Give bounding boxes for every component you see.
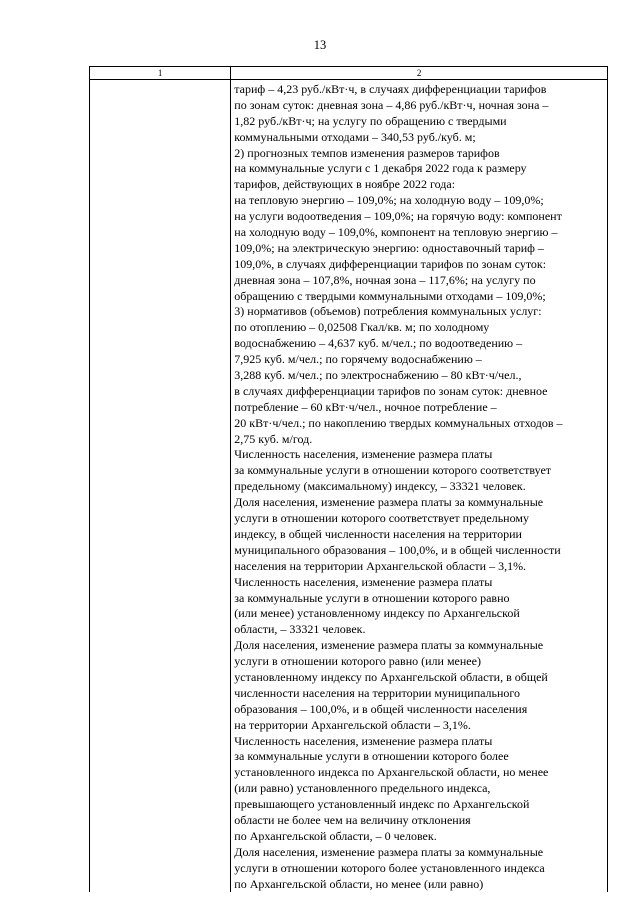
table-header-row	[90, 67, 608, 80]
text-line: дневная зона – 107,8%, ночная зона – 117,6%; на услугу по	[234, 272, 536, 287]
text-line: 20 кВт·ч/чел.; по накоплению твердых коммунальных отходов –	[234, 415, 563, 430]
text-line: установленному индексу по Архангельской области, в общей	[234, 669, 548, 684]
text-line: 109,0%; на электрическую энергию: одноставочный тариф –	[234, 240, 544, 255]
text-line: 7,925 куб. м/чел.; по горячему водоснабжению –	[234, 352, 482, 367]
text-line: Численность населения, изменение размера платы	[234, 733, 493, 748]
text-line: по отоплению – 0,02508 Гкал/кв. м; по холодному	[234, 320, 490, 335]
text-line: на территории Архангельской области – 3,1%.	[234, 717, 471, 732]
text-line: на тепловую энергию – 109,0%; на холодную воду – 109,0%;	[234, 193, 544, 208]
text-line: (или менее) установленному индексу по Архангельской	[234, 606, 520, 621]
text-line: Численность населения, изменение размера платы	[234, 447, 493, 462]
text-line: Доля населения, изменение размера платы за коммунальные	[234, 638, 544, 653]
text-line: муниципального образования – 100,0%, и в общей численности	[234, 542, 561, 557]
text-line: на холодную воду – 109,0%, компонент на тепловую энергию –	[234, 225, 558, 240]
text-line: по Архангельской области, – 0 человек.	[234, 828, 437, 843]
text-line: за коммунальные услуги в отношении которого более	[234, 749, 509, 764]
text-line: водоснабжению – 4,637 куб. м/чел.; по водоотведению –	[234, 336, 523, 351]
text-line: на коммунальные услуги с 1 декабря 2022 года к размеру	[234, 161, 527, 176]
text-line: 1,82 руб./кВт·ч; на услугу по обращению с твердыми	[234, 113, 507, 128]
table-body-row	[90, 80, 608, 893]
text-line: 2,75 куб. м/год.	[234, 431, 313, 446]
document-table	[89, 66, 608, 892]
text-line: в случаях дифференциации тарифов по зонам суток: дневное	[234, 383, 548, 398]
page-number: 13	[313, 38, 327, 52]
text-line: 3) нормативов (объемов) потребления коммунальных услуг:	[234, 304, 542, 319]
text-line: за коммунальные услуги в отношении которого соответствует	[234, 463, 552, 478]
body-cell-col1	[90, 80, 231, 893]
header-cell-col2: 2	[231, 67, 608, 80]
text-line: обращению с твердыми коммунальными отходами – 109,0%;	[234, 288, 546, 303]
text-line: численности населения на территории муниципального	[234, 685, 521, 700]
text-line: услуги в отношении которого более установленного индекса	[234, 860, 545, 875]
text-line: образования – 100,0%, и в общей численности населения	[234, 701, 528, 716]
body-cell-col2	[231, 80, 608, 893]
text-line: по зонам суток: дневная зона – 4,86 руб./кВт·ч, ночная зона –	[234, 97, 549, 112]
text-line: Численность населения, изменение размера платы	[234, 574, 493, 589]
text-line: 109,0%, в случаях дифференциации тарифов по зонам суток:	[234, 256, 547, 271]
text-line: населения на территории Архангельской области – 3,1%.	[234, 558, 527, 573]
text-line: Доля населения, изменение размера платы за коммунальные	[234, 844, 544, 859]
text-line: 2) прогнозных темпов изменения размеров тарифов	[234, 145, 500, 160]
text-line: области, – 33321 человек.	[234, 622, 366, 637]
text-line: коммунальными отходами – 340,53 руб./куб. м;	[234, 129, 476, 144]
text-line: (или равно) установленного предельного индекса,	[234, 781, 491, 796]
text-line: услуги в отношении которого соответствует предельному	[234, 511, 529, 526]
text-line: услуги в отношении которого равно (или менее)	[234, 654, 481, 669]
text-line: предельному (максимальному) индексу, – 33321 человек.	[234, 479, 526, 494]
text-line: на услуги водоотведения – 109,0%; на горячую воду: компонент	[234, 209, 562, 224]
text-line: установленного индекса по Архангельской области, но менее	[234, 765, 549, 780]
text-line: потребление – 60 кВт·ч/чел., ночное потребление –	[234, 399, 497, 414]
text-line: индексу, в общей численности населения на территории	[234, 526, 522, 541]
header-cell-col1: 1	[90, 67, 231, 80]
text-line: области не более чем на величину отклонения	[234, 812, 471, 827]
text-line: за коммунальные услуги в отношении которого равно	[234, 590, 510, 605]
text-line: 3,288 куб. м/чел.; по электроснабжению – 80 кВт·ч/чел.,	[234, 368, 522, 383]
text-line: тарифов, действующих в ноябре 2022 года:	[234, 177, 456, 192]
text-line: тариф – 4,23 руб./кВт·ч, в случаях дифференциации тарифов	[234, 82, 547, 96]
text-line: превышающего установленный индекс по Архангельской	[234, 797, 530, 812]
text-line: Доля населения, изменение размера платы за коммунальные	[234, 495, 544, 510]
text-line: по Архангельской области, но менее (или равно)	[234, 876, 484, 891]
